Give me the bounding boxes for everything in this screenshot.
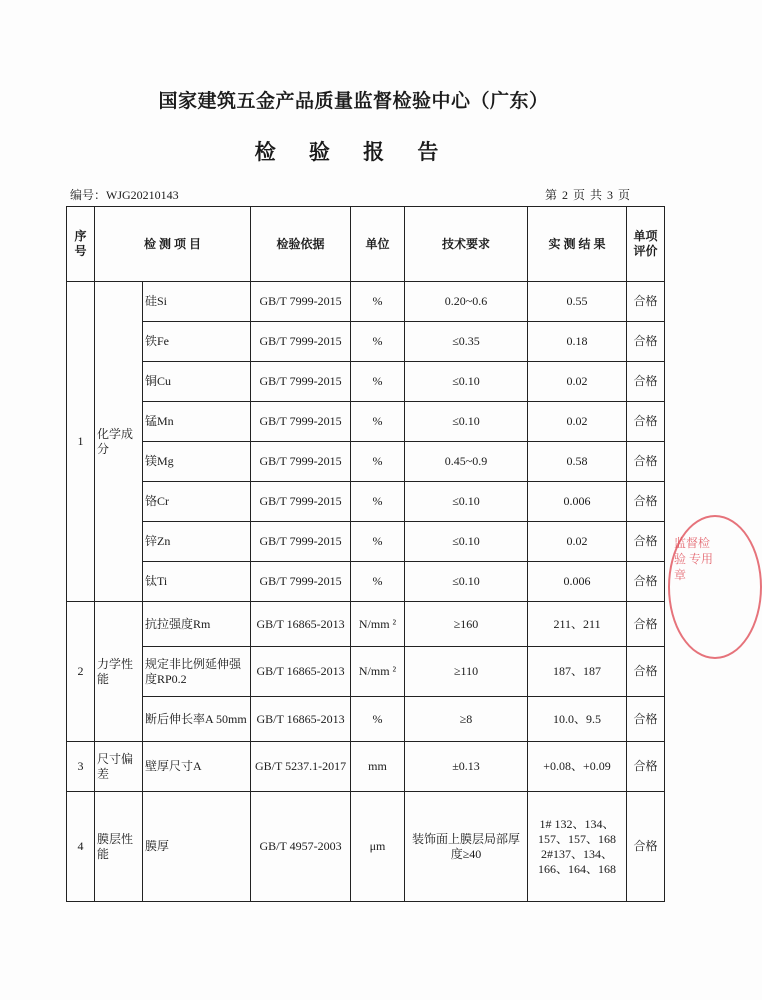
table-row <box>67 522 665 562</box>
unit-cell: % <box>351 362 405 402</box>
table-row <box>67 362 665 402</box>
unit-cell: N/mm ² <box>351 647 405 697</box>
requirement-cell: 0.20~0.6 <box>405 282 528 322</box>
evaluation-cell: 合格 <box>627 697 665 742</box>
item-cell: 硅Si <box>143 282 251 322</box>
seq-cell: 3 <box>67 742 95 792</box>
table-row <box>67 322 665 362</box>
result-cell: 211、211 <box>528 602 627 647</box>
result-cell: 0.18 <box>528 322 627 362</box>
basis-cell: GB/T 16865-2013 <box>251 697 351 742</box>
result-cell: 0.02 <box>528 522 627 562</box>
result-cell: 0.02 <box>528 362 627 402</box>
table-row <box>67 602 665 647</box>
item-cell: 抗拉强度Rm <box>143 602 251 647</box>
requirement-cell: ≥8 <box>405 697 528 742</box>
item-cell: 钛Ti <box>143 562 251 602</box>
evaluation-cell: 合格 <box>627 522 665 562</box>
seq-cell: 4 <box>67 792 95 902</box>
evaluation-cell: 合格 <box>627 742 665 792</box>
result-cell: 187、187 <box>528 647 627 697</box>
unit-cell: N/mm ² <box>351 602 405 647</box>
evaluation-cell: 合格 <box>627 792 665 902</box>
table-row <box>67 402 665 442</box>
seq-cell: 1 <box>67 282 95 602</box>
requirement-cell: ≤0.35 <box>405 322 528 362</box>
basis-cell: GB/T 7999-2015 <box>251 402 351 442</box>
basis-cell: GB/T 7999-2015 <box>251 442 351 482</box>
table-row <box>67 442 665 482</box>
result-cell: 0.55 <box>528 282 627 322</box>
table-row <box>67 697 665 742</box>
unit-cell: % <box>351 442 405 482</box>
evaluation-cell: 合格 <box>627 362 665 402</box>
requirement-cell: ≤0.10 <box>405 562 528 602</box>
unit-cell: μm <box>351 792 405 902</box>
basis-cell: GB/T 4957-2003 <box>251 792 351 902</box>
header-unit: 单位 <box>351 207 405 282</box>
unit-cell: % <box>351 697 405 742</box>
result-cell: +0.08、+0.09 <box>528 742 627 792</box>
category-cell: 膜层性能 <box>95 792 143 902</box>
evaluation-cell: 合格 <box>627 562 665 602</box>
header-result: 实 测 结 果 <box>528 207 627 282</box>
basis-cell: GB/T 7999-2015 <box>251 562 351 602</box>
category-cell: 力学性能 <box>95 602 143 742</box>
header-evaluation: 单项评价 <box>627 207 665 282</box>
report-subtitle: 检 验 报 告 <box>254 140 453 164</box>
basis-cell: GB/T 5237.1-2017 <box>251 742 351 792</box>
requirement-cell: ±0.13 <box>405 742 528 792</box>
result-cell: 0.02 <box>528 402 627 442</box>
table-header-row <box>67 207 665 282</box>
unit-cell: % <box>351 482 405 522</box>
header-item: 检 测 项 目 <box>95 207 251 282</box>
item-cell: 壁厚尺寸A <box>143 742 251 792</box>
requirement-cell: 装饰面上膜层局部厚度≥40 <box>405 792 528 902</box>
requirement-cell: ≥110 <box>405 647 528 697</box>
table-row <box>67 282 665 322</box>
evaluation-cell: 合格 <box>627 442 665 482</box>
evaluation-cell: 合格 <box>627 402 665 442</box>
basis-cell: GB/T 7999-2015 <box>251 482 351 522</box>
unit-cell: % <box>351 562 405 602</box>
requirement-cell: ≤0.10 <box>405 522 528 562</box>
report-number: 编号：WJG20210143 <box>70 188 179 202</box>
item-cell: 锰Mn <box>143 402 251 442</box>
requirement-cell: 0.45~0.9 <box>405 442 528 482</box>
requirement-cell: ≤0.10 <box>405 482 528 522</box>
evaluation-cell: 合格 <box>627 282 665 322</box>
basis-cell: GB/T 7999-2015 <box>251 362 351 402</box>
header-requirement: 技术要求 <box>405 207 528 282</box>
table-row <box>67 792 665 902</box>
result-cell: 0.006 <box>528 562 627 602</box>
evaluation-cell: 合格 <box>627 647 665 697</box>
evaluation-cell: 合格 <box>627 602 665 647</box>
header-basis: 检验依据 <box>251 207 351 282</box>
category-cell: 化学成分 <box>95 282 143 602</box>
unit-cell: % <box>351 522 405 562</box>
table-row <box>67 482 665 522</box>
unit-cell: % <box>351 322 405 362</box>
item-cell: 铁Fe <box>143 322 251 362</box>
category-cell: 尺寸偏差 <box>95 742 143 792</box>
item-cell: 锌Zn <box>143 522 251 562</box>
basis-cell: GB/T 7999-2015 <box>251 322 351 362</box>
item-cell: 规定非比例延伸强度RP0.2 <box>143 647 251 697</box>
result-cell: 0.006 <box>528 482 627 522</box>
seal-stamp-text: 监督检验 专用章 <box>674 536 714 582</box>
result-cell: 10.0、9.5 <box>528 697 627 742</box>
unit-cell: % <box>351 282 405 322</box>
item-cell: 断后伸长率A 50mm <box>143 697 251 742</box>
item-cell: 铬Cr <box>143 482 251 522</box>
unit-cell: mm <box>351 742 405 792</box>
requirement-cell: ≤0.10 <box>405 362 528 402</box>
item-cell: 膜厚 <box>143 792 251 902</box>
evaluation-cell: 合格 <box>627 482 665 522</box>
result-cell: 1# 132、134、157、157、168 2#137、134、166、164、168 <box>528 792 627 902</box>
item-cell: 镁Mg <box>143 442 251 482</box>
basis-cell: GB/T 7999-2015 <box>251 522 351 562</box>
page-info: 第 2 页 共 3 页 <box>545 188 631 202</box>
basis-cell: GB/T 16865-2013 <box>251 602 351 647</box>
result-cell: 0.58 <box>528 442 627 482</box>
requirement-cell: ≤0.10 <box>405 402 528 442</box>
table-row <box>67 647 665 697</box>
evaluation-cell: 合格 <box>627 322 665 362</box>
report-title: 国家建筑五金产品质量监督检验中心（广东） <box>158 91 549 112</box>
basis-cell: GB/T 16865-2013 <box>251 647 351 697</box>
item-cell: 铜Cu <box>143 362 251 402</box>
requirement-cell: ≥160 <box>405 602 528 647</box>
header-seq: 序号 <box>67 207 95 282</box>
table-row <box>67 562 665 602</box>
basis-cell: GB/T 7999-2015 <box>251 282 351 322</box>
table-row <box>67 742 665 792</box>
report-table <box>66 206 665 902</box>
unit-cell: % <box>351 402 405 442</box>
seq-cell: 2 <box>67 602 95 742</box>
